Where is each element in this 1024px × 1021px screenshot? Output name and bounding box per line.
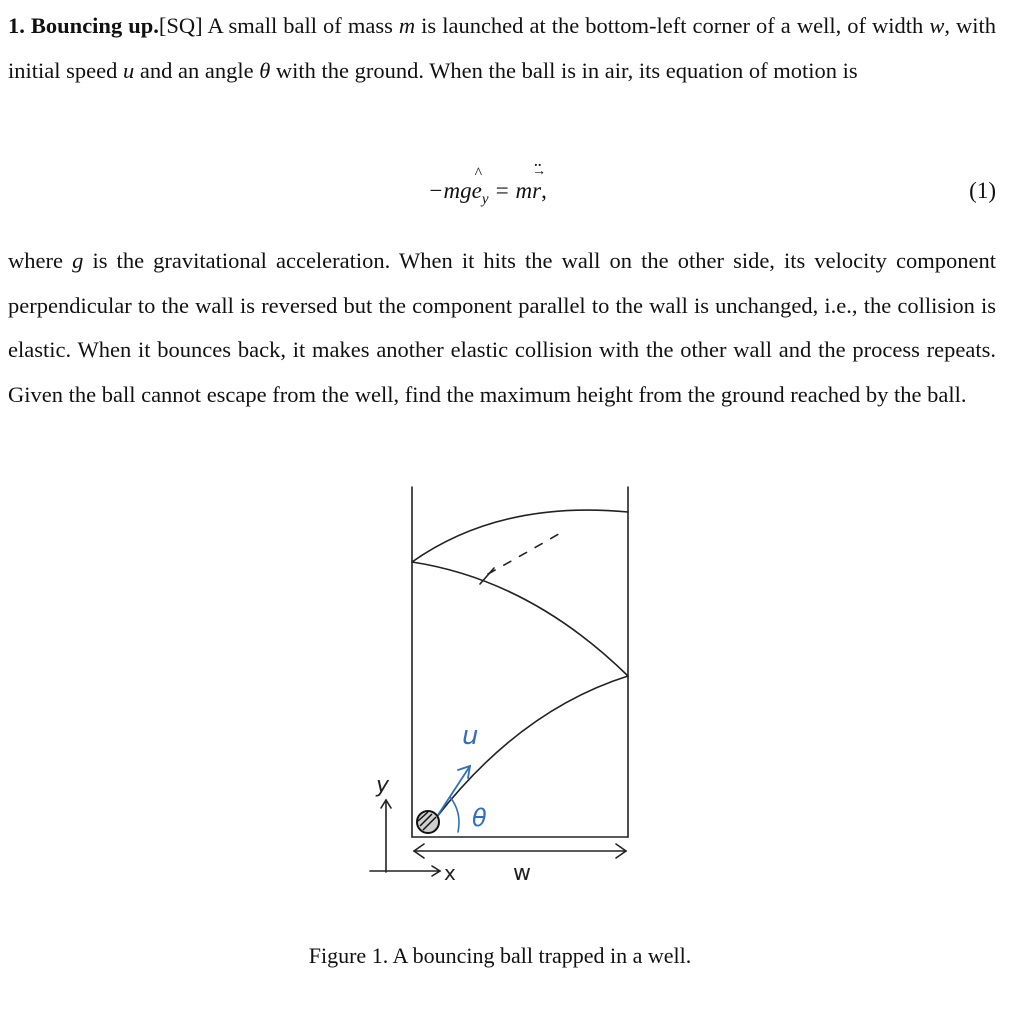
var-theta: θ (259, 57, 271, 83)
var-w: w (929, 13, 945, 38)
velocity-arrow (436, 766, 470, 818)
eq-equals: = m (488, 178, 533, 203)
figure-caption: Figure 1. A bouncing ball trapped in a well. (308, 943, 692, 968)
problem-tag: [SQ] (158, 13, 203, 38)
equation-number: (1) (969, 178, 996, 203)
label-theta: θ (472, 804, 487, 832)
var-m: m (398, 13, 416, 38)
var-g: g (72, 248, 84, 273)
label-x: x (444, 861, 456, 885)
dashed-continuation (488, 532, 562, 574)
label-y: y (376, 773, 390, 798)
var-u: u (122, 57, 135, 83)
equation-body (428, 178, 547, 209)
p1-text-b: is launched at the bottom-left corner of a well, of width (415, 13, 930, 38)
problem-paragraph-2 (8, 239, 996, 417)
trajectory-arc-3 (412, 510, 628, 562)
p1-text-e: with the ground. When the ball is in air, its equation of motion is (270, 57, 858, 83)
well-figure (0, 470, 1024, 910)
angle-arc (450, 797, 459, 832)
p1-text-a: A small ball of mass (202, 13, 399, 38)
label-w: w (513, 861, 531, 886)
eq-r-ddot (532, 178, 541, 204)
eq-trail: , (541, 178, 547, 203)
p2-text-a: where (8, 248, 73, 273)
problem-paragraph-1 (8, 4, 996, 93)
p1-text-d: and an angle (134, 57, 260, 83)
p2-text-b: is the gravitational acceleration. When it hits the wall on the other side, its velocity component perpendicular to the wall is reversed but the component parallel to the wall is unchanged, i.e., the collision is elastic. When it bounces back, it makes another elastic collision with the other wall and the process repeats. Given the ball cannot escape from the well, find the maximum height from the ground reached by the ball. (8, 248, 996, 407)
problem-title: 1. Bouncing up. (8, 13, 159, 38)
ball (417, 811, 439, 833)
eq-r-vector: → r (532, 178, 541, 204)
label-u: u (462, 721, 479, 751)
equation-1 (0, 172, 1024, 216)
p1-text-c: , with initial speed (8, 13, 996, 83)
eq-subscript-y: y (481, 191, 489, 208)
eq-unit-vector: e ^ (472, 178, 482, 204)
trajectory-arc-2 (412, 562, 628, 676)
eq-lhs: −mg (428, 178, 472, 203)
